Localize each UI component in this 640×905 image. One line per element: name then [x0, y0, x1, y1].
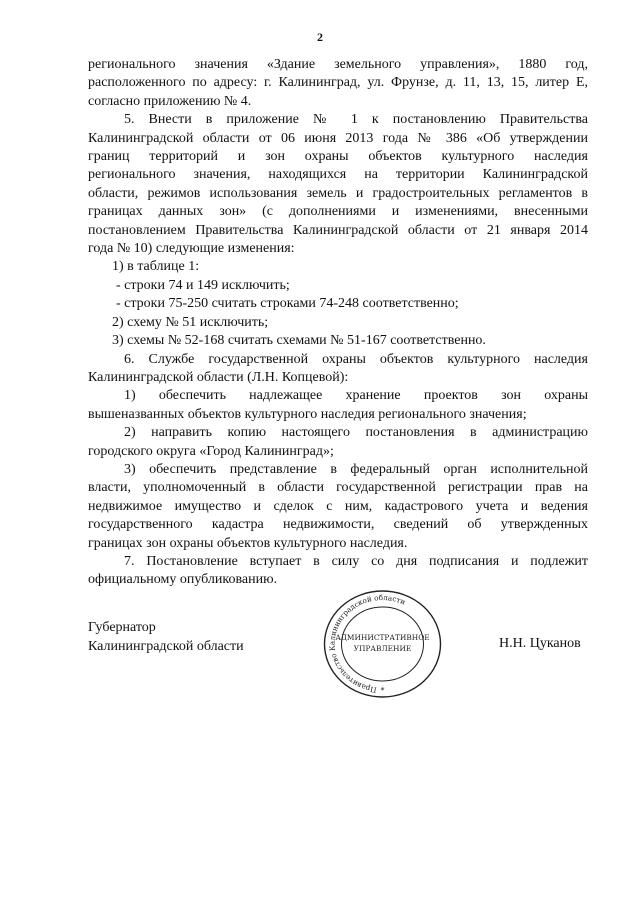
text-line: года № 10) следующие изменения:	[88, 241, 295, 257]
text-line: 1) в таблице 1:	[112, 259, 200, 275]
text-line: регионального значения, находящихся на территории Калининградской	[88, 167, 588, 183]
text-line: 3) обеспечить представление в федеральный орган исполнительной	[124, 461, 588, 477]
text-line: 6. Службе государственной охраны объектов культурного наследия	[124, 351, 588, 367]
text-line: власти, уполномоченный в области государственной регистрации прав на	[88, 480, 588, 496]
signature-title-line2: Калининградской области	[88, 639, 244, 654]
document-body	[88, 56, 588, 590]
text-line: 3) схемы № 52-168 считать схемами № 51-167 соответственно.	[112, 333, 486, 349]
stamp-center-line1: АДМИНИСТРАТИВНОЕ	[335, 633, 430, 642]
stamp-center-line2: УПРАВЛЕНИЕ	[353, 644, 412, 653]
signature-title	[88, 618, 244, 656]
text-line: границ территорий и зон охраны объектов культурного наследия	[88, 149, 588, 165]
text-line: границах данных зон» (с дополнениями и изменениями, внесенными	[88, 204, 588, 220]
text-line: - строки 74 и 149 исключить;	[116, 277, 290, 293]
signatory-name: Н.Н. Цуканов	[499, 636, 581, 651]
text-line: регионального значения «Здание земельного управления», 1880 год,	[88, 57, 588, 72]
official-stamp-seal	[320, 588, 445, 703]
text-line: расположенного по адресу: г. Калининград, ул. Фрунзе, д. 11, 13, 15, литер Е,	[88, 75, 588, 91]
stamp-star-icon: *	[380, 686, 385, 695]
text-line: 2) направить копию настоящего постановления в администрацию	[124, 425, 588, 441]
text-line: Калининградской области от 06 июня 2013 года № 386 «Об утверждении	[88, 130, 588, 146]
text-line: согласно приложению № 4.	[88, 93, 252, 109]
text-line: 1) обеспечить надлежащее хранение проектов зон охраны	[124, 388, 588, 404]
page-number: 2	[317, 30, 323, 44]
text-line: вышеназванных объектов культурного наследия регионального значения;	[88, 406, 527, 422]
text-line: государственного кадастра недвижимости, сведений об утвержденных	[88, 517, 588, 533]
text-line: городского округа «Город Калининград»;	[88, 443, 334, 459]
stamp-ring-text: Правительство Калининградской области	[327, 592, 407, 695]
text-line: 5. Внести в приложение № 1 к постановлению Правительства	[124, 112, 588, 128]
text-line: Калининградской области (Л.Н. Копцевой):	[88, 369, 349, 385]
text-line: постановлением Правительства Калининградской области от 21 января 2014	[88, 222, 588, 238]
text-line: официальному опубликованию.	[88, 572, 278, 588]
text-line: области, режимов использования земель и градостроительных регламентов в	[88, 185, 588, 201]
text-line: границах зон охраны объектов культурного наследия.	[88, 535, 408, 551]
text-line: 2) схему № 51 исключить;	[112, 314, 269, 330]
text-line: недвижимое имущество и сделок с ним, кадастрового учета и ведения	[88, 498, 588, 514]
text-line: 7. Постановление вступает в силу со дня подписания и подлежит	[124, 553, 588, 569]
signature-title-line1: Губернатор	[88, 620, 156, 635]
text-line: - строки 75-250 считать строками 74-248 соответственно;	[116, 296, 459, 312]
